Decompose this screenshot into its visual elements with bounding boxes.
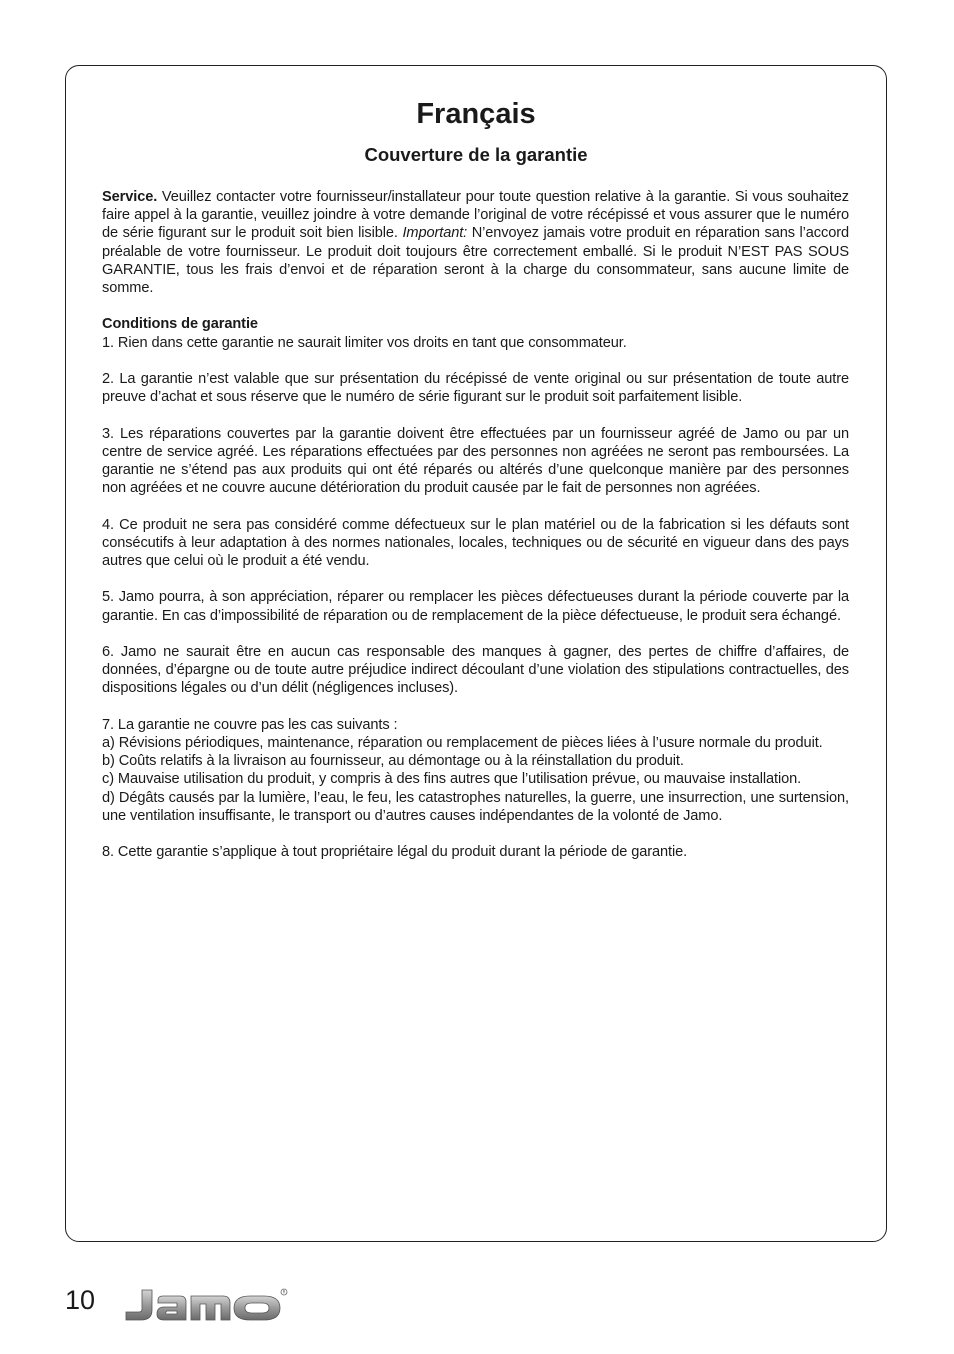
service-text-b: N’envoyez jamais votre produit en réparation sans l’accord préalable de votre fournisseur. Le produit doit toujours être correctement emballé. Si le produit N’EST PAS SOUS GARANTIE, tous les frais d’envoi et de réparation seront à la charge du consommateur, sans aucune limite de somme.: [102, 225, 849, 297]
condition-item-6: 6. Jamo ne saurait être en aucun cas responsable des manques à gagner, des pertes de chiffre d’affaires, de données, d’épargne ou de toute autre préjudice indirect découlant d’une violation des stipulations contractuelles, des dispositions légales ou d’un délit (négligences incluses).: [102, 643, 849, 697]
page-number: 10: [65, 1285, 96, 1315]
service-label: Service.: [102, 189, 158, 205]
svg-text:R: R: [282, 1289, 286, 1295]
condition-item-4: 4. Ce produit ne sera pas considéré comme défectueux sur le plan matériel ou de la fabrication si les défauts sont consécutifs à leur adaptation à des normes nationales, locales, techniques ou de sécurité en vigueur dans des pays autres que celui où le produit a été vendu.: [102, 516, 849, 569]
condition-item-3: 3. Les réparations couvertes par la garantie doivent être effectuées par un fournisseur agréé de Jamo ou par un centre de service agréé. Les réparations effectuées par des personnes non agréées ne seront pas remboursées. La garantie ne s’étend pas aux produits qui ont été réparés ou altérés d’une quelconque manière par des personnes non agréées et ne couvre aucune détérioration du produit causée par le fait de personnes non agréées.: [102, 425, 849, 497]
condition-item-7-intro: 7. La garantie ne couvre pas les cas suivants :: [102, 716, 398, 733]
conditions-heading-text: Conditions de garantie: [102, 316, 258, 333]
section-subtitle: Couverture de la garantie: [364, 144, 588, 165]
condition-item-5: 5. Jamo pourra, à son appréciation, réparer ou remplacer les pièces défectueuses durant la période couverte par la garantie. En cas d’impossibilité de réparation ou de remplacement de la pièce défectueuse, le produit sera échangé.: [102, 589, 849, 624]
condition-item-7a: a) Révisions périodiques, maintenance, réparation ou remplacement de pièces liées à l’usure normale du produit.: [102, 734, 823, 751]
condition-item-7d: d) Dégâts causés par la lumière, l’eau, le feu, les catastrophes naturelles, la guerre, une insurrection, une surtension, une ventilation insuffisante, le transport ou d’autres causes indépendantes de la volonté de Jamo.: [102, 789, 849, 824]
conditions-heading: [102, 315, 849, 333]
condition-item-2: 2. La garantie n’est valable que sur présentation du récépissé de vente original ou sur présentation de toute autre preuve d’achat et sous réserve que le numéro de série figurant sur le produit soit parfaitement lisible.: [102, 371, 849, 406]
condition-item-7c: c) Mauvaise utilisation du produit, y compris à des fins autres que l’utilisation prévue, ou mauvaise installation.: [102, 771, 802, 788]
condition-item-7b: b) Coûts relatifs à la livraison au fournisseur, au démontage ou à la réinstallation du produit.: [102, 753, 684, 770]
jamo-logo: [124, 1284, 288, 1324]
warranty-body: [102, 188, 849, 880]
condition-item-1: 1. Rien dans cette garantie ne saurait limiter vos droits en tant que consommateur.: [102, 334, 627, 351]
service-paragraph: [102, 188, 849, 297]
page-title: Français: [416, 98, 536, 130]
important-label: Important:: [402, 225, 468, 242]
condition-item-8: 8. Cette garantie s’applique à tout propriétaire légal du produit durant la période de garantie.: [102, 844, 688, 861]
service-text-a: Veuillez contacter votre fournisseur/installateur pour toute question relative à la garantie. Si vous souhaitez faire appel à la garantie, veuillez joindre à votre demande l’original de votre récépissé et vous assurer que le numéro de série figurant sur le produit soit bien lisible.: [102, 189, 849, 242]
